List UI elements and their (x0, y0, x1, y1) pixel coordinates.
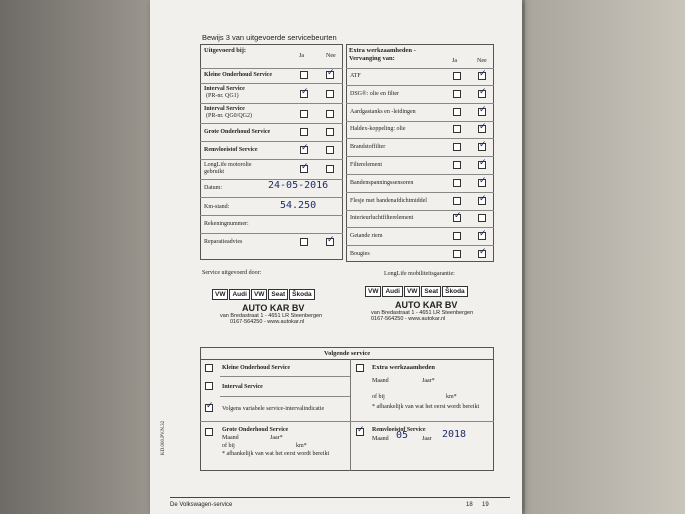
volgende-remvloeistof-checkbox[interactable] (356, 428, 364, 436)
extra-km-label: km* (446, 394, 457, 400)
extra-row-divider (346, 121, 494, 122)
service-booklet-page (150, 0, 522, 514)
extra-row-nee-checkbox[interactable] (478, 197, 486, 205)
longlife-nee-checkbox[interactable] (326, 165, 334, 173)
row-interval-2-sub: (PR-nr. QG0/QG2) (206, 113, 252, 119)
extra-row-nee-checkbox[interactable] (478, 161, 486, 169)
row-interval-2: Interval Service (204, 106, 245, 112)
grote-maand-label: Maand (222, 435, 239, 441)
dealer-address-r: van Bredastraat 1 - 4651 LR Steenbergen (371, 310, 474, 316)
extra-row-divider (346, 192, 494, 193)
extra-row-ja-checkbox[interactable] (453, 90, 461, 98)
kleine-nee-checkbox[interactable] (326, 71, 334, 79)
rem-maand-label: Maand (372, 436, 389, 442)
brand-logo-vw2: VW (251, 289, 267, 300)
extra-row-nee-checkbox[interactable] (478, 72, 486, 80)
rem-jaar-label: Jaar (422, 436, 432, 442)
reparatie-nee-checkbox[interactable] (326, 238, 334, 246)
interval2-nee-checkbox[interactable] (326, 110, 334, 118)
reparatie-ja-checkbox[interactable] (300, 238, 308, 246)
extra-row-ja-checkbox[interactable] (453, 161, 461, 169)
remvloeistof-nee-checkbox[interactable] (326, 146, 334, 154)
interval2-ja-checkbox[interactable] (300, 110, 308, 118)
row-remvloeistof: Remvloeistof Service (204, 147, 258, 153)
volgende-variabel-label: Volgens variabele service-intervalindicatie (222, 406, 325, 412)
extra-row-label: Aardgastanks en -leidingen (350, 109, 416, 115)
dealer-name-r: AUTO KAR BV (395, 300, 458, 310)
footer-title: De Volkswagen-service (170, 502, 233, 508)
km-value: 54.250 (280, 200, 317, 211)
grote-ja-checkbox[interactable] (300, 128, 308, 136)
brand-logo-vw: VW (212, 289, 228, 300)
dealer-contact-r: 0167-564250 - www.autokar.nl (371, 316, 446, 322)
row-grote-onderhoud: Grote Onderhoud Service (204, 129, 271, 135)
extra-row-label: DSG®: olie en filter (350, 91, 400, 97)
extra-werk-header: Extra werkzaamheden (372, 364, 436, 371)
extra-row-divider (346, 138, 494, 139)
volgende-remvloeistof-label: Remvloeistof Service (372, 427, 426, 433)
volgende-header: Volgende service (324, 350, 371, 357)
kleine-ja-checkbox[interactable] (300, 71, 308, 79)
extra-row-nee-checkbox[interactable] (478, 90, 486, 98)
extra-row-nee-checkbox[interactable] (478, 179, 486, 187)
page-number-right: 19 (482, 502, 489, 508)
dealer-stamp-left (212, 283, 337, 325)
interval1-ja-checkbox[interactable] (300, 90, 308, 98)
extra-row-label: Interieurluchtfilterelement (350, 215, 414, 221)
brand-logo-seat-r: Seat (421, 286, 441, 297)
extra-row-ja-checkbox[interactable] (453, 72, 461, 80)
rem-jaar-value: 2018 (442, 429, 467, 440)
extra-row-label: Bougies (350, 251, 370, 257)
brand-logo-vw-r: VW (365, 286, 381, 297)
extra-row-divider (346, 174, 494, 175)
extra-header: Extra werkzaamheden - Vervanging van: (349, 47, 416, 62)
grote-jaar-label: Jaar* (270, 435, 283, 441)
extra-maand-label: Maand (372, 378, 389, 384)
extra-row-ja-checkbox[interactable] (453, 125, 461, 133)
background-left (0, 0, 150, 514)
extra-row-ja-checkbox[interactable] (453, 197, 461, 205)
extra-row-nee-checkbox[interactable] (478, 214, 486, 222)
volgende-kleine-checkbox[interactable] (205, 364, 213, 372)
extra-note: * afhankelijk van wat het eerst wordt bereikt (372, 404, 480, 410)
volgende-interval-checkbox[interactable] (205, 382, 213, 390)
brand-logo-vw2-r: VW (404, 286, 420, 297)
col-nee-right: Nee (477, 58, 487, 64)
grote-km-label: km* (296, 443, 307, 449)
volgende-kleine-label: Kleine Onderhoud Service (222, 365, 290, 371)
volgende-grote-checkbox[interactable] (205, 428, 213, 436)
col-ja-right: Ja (452, 58, 457, 64)
dealer-stamp-right (365, 280, 490, 322)
grote-note: * afhankelijk van wat het eerst wordt bereikt (222, 451, 330, 457)
page-title: Bewijs 3 van uitgevoerde servicebeurten (202, 33, 337, 42)
extra-row-divider (346, 210, 494, 211)
background-right (525, 0, 685, 514)
extra-row-nee-checkbox[interactable] (478, 143, 486, 151)
extra-werk-checkbox[interactable] (356, 364, 364, 372)
extra-row-divider (346, 156, 494, 157)
dealer-contact: 0167-564250 - www.autokar.nl (230, 319, 305, 325)
brand-logo-seat: Seat (268, 289, 288, 300)
extra-row-divider (346, 227, 494, 228)
extra-jaar-label: Jaar* (422, 378, 435, 384)
brand-logo-audi-r: Audi (382, 286, 402, 297)
dealer-address: van Bredastraat 1 - 4651 LR Steenbergen (220, 313, 323, 319)
extra-werkzaamheden-box (346, 44, 494, 262)
extra-row-nee-checkbox[interactable] (478, 250, 486, 258)
volgende-variabel-checkbox[interactable] (205, 404, 213, 412)
extra-row-nee-checkbox[interactable] (478, 108, 486, 116)
row-kleine-onderhoud: Kleine Onderhoud Service (204, 72, 272, 78)
volgende-grote-label: Grote Onderhoud Service (222, 427, 289, 433)
rem-maand-value: 05 (396, 430, 409, 441)
km-label: Km-stand: (204, 204, 230, 210)
interval1-nee-checkbox[interactable] (326, 90, 334, 98)
extra-row-label: Getande riem (350, 233, 383, 239)
longlife-ja-checkbox[interactable] (300, 165, 308, 173)
datum-label: Datum: (204, 185, 222, 191)
extra-row-nee-checkbox[interactable] (478, 125, 486, 133)
brand-logo-skoda-r: Škoda (442, 286, 468, 297)
dealer-name: AUTO KAR BV (242, 303, 305, 313)
extra-row-ja-checkbox[interactable] (453, 250, 461, 258)
extra-row-label: Filterelement (350, 162, 382, 168)
extra-row-ja-checkbox[interactable] (453, 214, 461, 222)
extra-row-label: Flesje met bandenafdichtmiddel (350, 198, 427, 204)
grote-ofbij-label: of bij (222, 443, 235, 449)
extra-row-nee-checkbox[interactable] (478, 232, 486, 240)
brand-logo-audi: Audi (229, 289, 249, 300)
extra-row-divider (346, 245, 494, 246)
row-interval-1: Interval Service (204, 86, 245, 92)
rekening-label: Rekeningnummer: (204, 221, 249, 227)
service-caption: Service uitgevoerd door: (202, 270, 262, 276)
extra-row-ja-checkbox[interactable] (453, 179, 461, 187)
extra-row-ja-checkbox[interactable] (453, 108, 461, 116)
volgende-interval-label: Interval Service (222, 384, 263, 390)
col-ja-left: Ja (299, 53, 304, 59)
extra-row-label: Brandstoffilter (350, 144, 386, 150)
row-longlife: LongLife motorolie (204, 162, 252, 168)
page-number-left: 18 (466, 502, 473, 508)
extra-row-divider (346, 85, 494, 86)
side-code: KD.000.PV.N.32 (161, 420, 166, 455)
grote-nee-checkbox[interactable] (326, 128, 334, 136)
extra-row-ja-checkbox[interactable] (453, 143, 461, 151)
extra-row-label: Haldex-koppeling: olie (350, 126, 406, 132)
col-nee-left: Nee (326, 53, 336, 59)
datum-value: 24-05-2016 (268, 180, 329, 191)
extra-row-label: Bandenspanningssensoren (350, 180, 414, 186)
row-longlife-sub: gebruikt (204, 169, 224, 175)
brand-logo-skoda: Škoda (289, 289, 315, 300)
extra-row-divider (346, 103, 494, 104)
reparatie-label: Reparatieadvies (204, 239, 243, 245)
uitgevoerd-header: Uitgevoerd bij: (204, 47, 247, 54)
extra-ofbij-label: of bij (372, 394, 385, 400)
longlife-caption: LongLife mobiliteitsgarantie: (384, 271, 455, 277)
remvloeistof-ja-checkbox[interactable] (300, 146, 308, 154)
extra-row-label: ATF (350, 73, 361, 79)
row-interval-1-sub: (PR-nr. QG1) (206, 93, 239, 99)
extra-row-ja-checkbox[interactable] (453, 232, 461, 240)
